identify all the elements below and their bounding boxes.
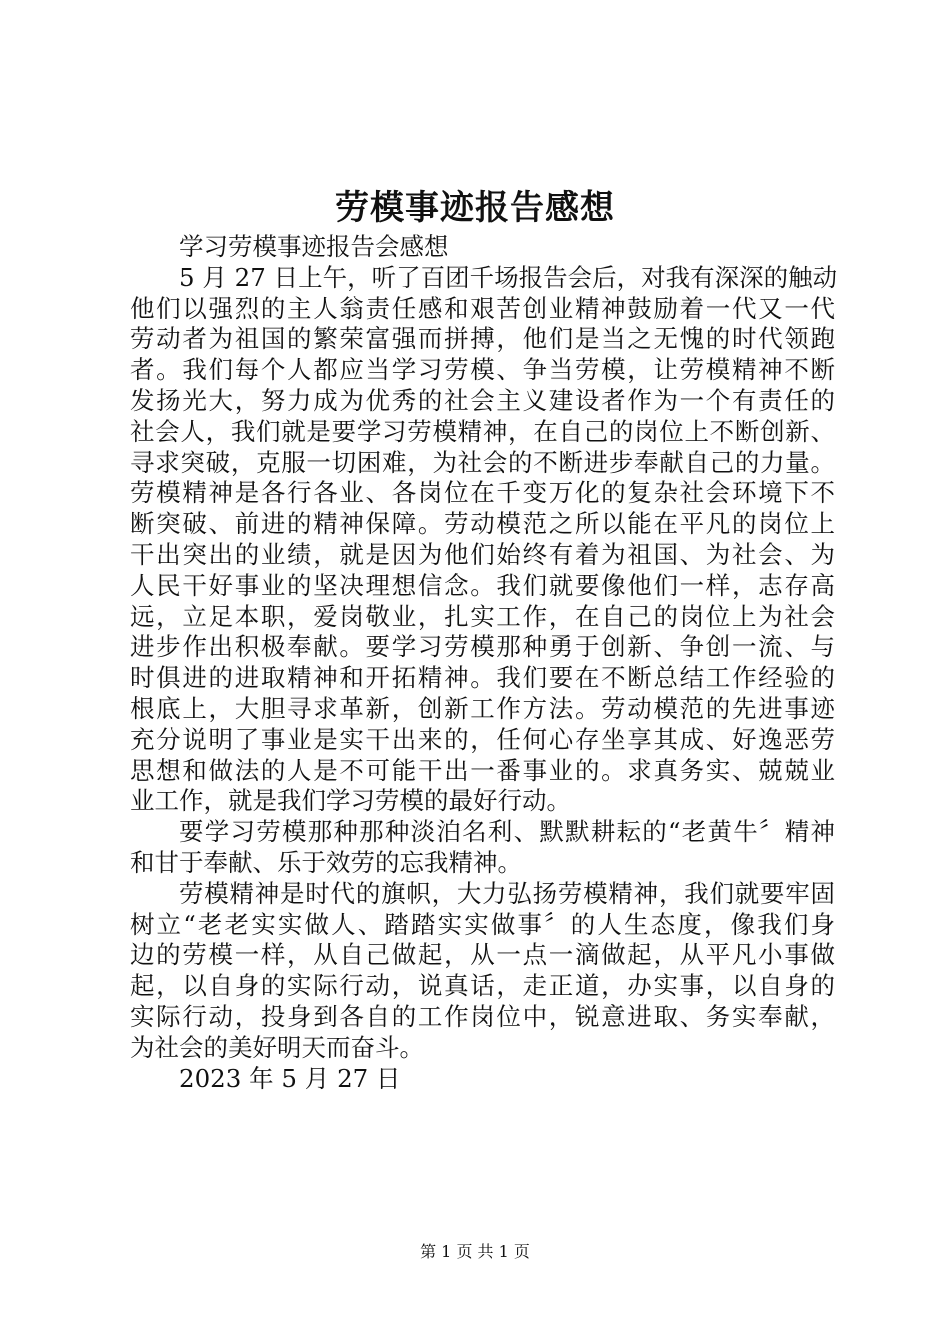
paragraph-line: 劳动者为祖国的繁荣富强而拼搏，他们是当之无愧的时代领跑 [130, 324, 835, 354]
date-line: 2023 年 5 月 27 日 [179, 1063, 401, 1093]
paragraph-line: 5 月 27 日上午，听了百团千场报告会后，对我有深深的触动 [179, 262, 838, 292]
page-number-footer: 第 1 页 共 1 页 [420, 1242, 530, 1261]
paragraph-line: 进步作出积极奉献。要学习劳模那种勇于创新、争创一流、与 [130, 632, 835, 662]
paragraph-line: 远，立足本职，爱岗敬业，扎实工作，在自己的岗位上为社会 [130, 601, 835, 631]
document-body [130, 232, 838, 1094]
paragraph-line: 思想和做法的人是不可能干出一番事业的。求真务实、兢兢业 [130, 755, 835, 785]
paragraph-line: 时俱进的进取精神和开拓精神。我们要在不断总结工作经验的 [130, 663, 835, 693]
subtitle-line: 学习劳模事迹报告会感想 [179, 232, 449, 261]
paragraph-line: 劳模精神是时代的旗帜，大力弘扬劳模精神，我们就要牢固 [179, 878, 835, 908]
paragraph-line: 起，以自身的实际行动，说真话，走正道，办实事，以自身的 [130, 971, 835, 1001]
paragraph-line: 业工作，就是我们学习劳模的最好行动。 [130, 786, 571, 816]
paragraph-line: 发扬光大，努力成为优秀的社会主义建设者作为一个有责任的 [130, 385, 835, 415]
paragraph-line: 边的劳模一样，从自己做起，从一点一滴做起，从平凡小事做 [130, 940, 835, 970]
paragraph-line: 和甘于奉献、乐于效劳的忘我精神。 [130, 847, 522, 877]
document-title: 劳模事迹报告感想 [335, 188, 615, 228]
paragraph-line: 者。我们每个人都应当学习劳模、争当劳模，让劳模精神不断 [130, 355, 835, 385]
paragraph-line: 断突破、前进的精神保障。劳动模范之所以能在平凡的岗位上 [130, 509, 835, 539]
paragraph-line: 根底上，大胆寻求革新，创新工作方法。劳动模范的先进事迹 [130, 693, 835, 723]
paragraph-line: 劳模精神是各行各业、各岗位在千变万化的复杂社会环境下不 [130, 478, 835, 508]
paragraph-line: 为社会的美好明天而奋斗。 [130, 1032, 424, 1062]
paragraph-line: 充分说明了事业是实干出来的，任何心存坐享其成、好逸恶劳 [130, 724, 835, 754]
paragraph-line: 他们以强烈的主人翁责任感和艰苦创业精神鼓励着一代又一代 [130, 293, 835, 323]
paragraph-line: 树立“老老实实做人、踏踏实实做事〞的人生态度，像我们身 [130, 909, 835, 939]
paragraph-line: 要学习劳模那种那种淡泊名利、默默耕耘的“老黄牛〞精神 [179, 817, 835, 847]
paragraph-line: 干出突出的业绩，就是因为他们始终有着为祖国、为社会、为 [130, 539, 835, 569]
paragraph-line: 寻求突破，克服一切困难，为社会的不断进步奉献自己的力量。 [130, 447, 835, 477]
paragraph-line: 人民干好事业的坚决理想信念。我们就要像他们一样，志存高 [130, 570, 835, 600]
paragraph-line: 实际行动，投身到各自的工作岗位中，锐意进取、务实奉献， [130, 1001, 835, 1031]
paragraph-line: 社会人，我们就是要学习劳模精神，在自己的岗位上不断创新、 [130, 416, 835, 446]
